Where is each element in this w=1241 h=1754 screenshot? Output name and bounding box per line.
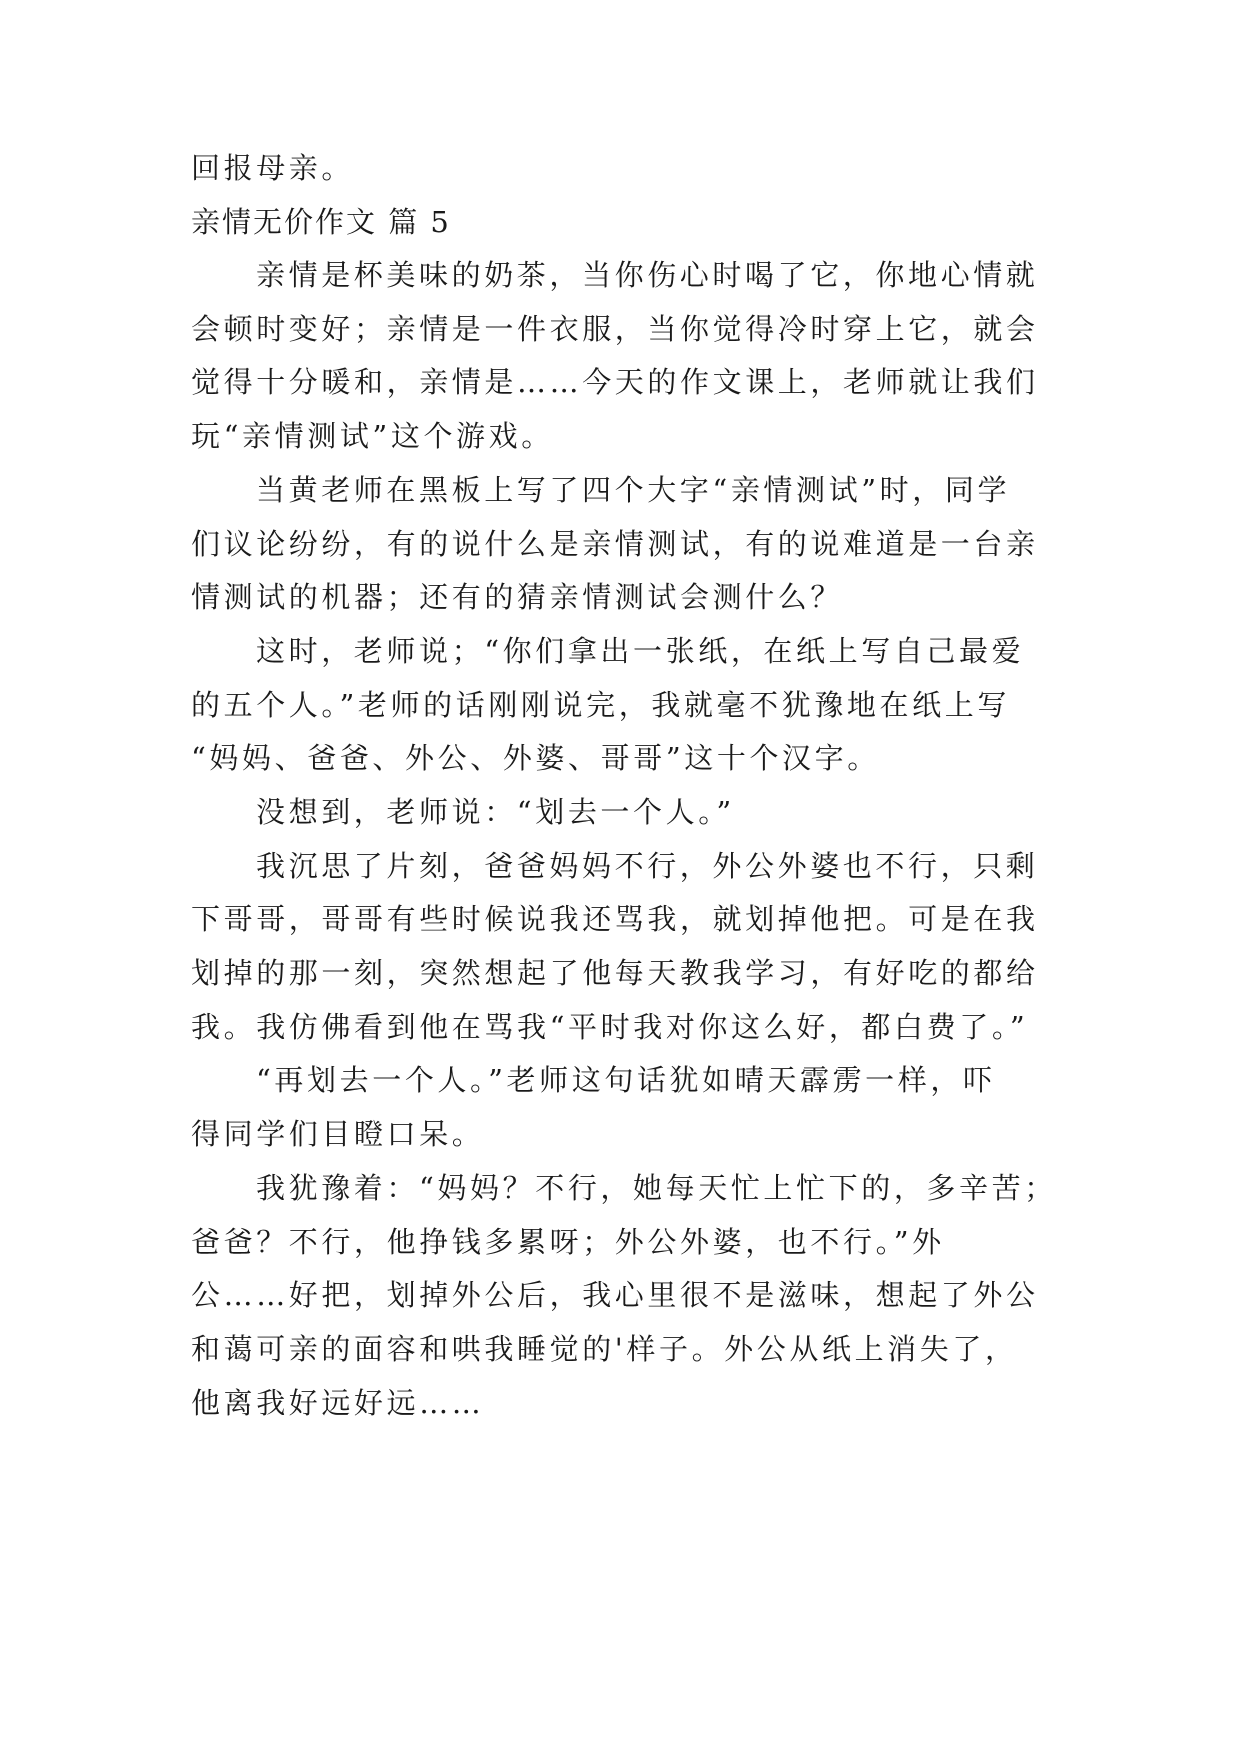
paragraph-line: 他离我好远好远…… [191, 1386, 485, 1420]
paragraph-line: 得同学们目瞪口呆。 [191, 1117, 485, 1151]
paragraph-line: 我。我仿佛看到他在骂我“平时我对你这么好，都白费了。” [191, 1010, 1029, 1044]
paragraph-line: 我犹豫着：“妈妈？不行，她每天忙上忙下的，多辛苦； [256, 1171, 1057, 1205]
paragraph-line: 玩“亲情测试”这个游戏。 [191, 419, 554, 453]
paragraph-line: 公……好把，划掉外公后，我心里很不是滋味，想起了外公 [191, 1278, 1039, 1312]
paragraph-line: 我沉思了片刻，爸爸妈妈不行，外公外婆也不行，只剩 [256, 849, 1039, 883]
paragraph-line: 亲情是杯美味的奶茶，当你伤心时喝了它，你地心情就 [256, 258, 1039, 292]
paragraph-line: 和蔼可亲的面容和哄我睡觉的'样子。外公从纸上消失了， [191, 1332, 1018, 1366]
paragraph-line: 觉得十分暖和，亲情是……今天的作文课上，老师就让我们 [191, 365, 1039, 399]
paragraph-line: 会顿时变好；亲情是一件衣服，当你觉得冷时穿上它，就会 [191, 312, 1039, 346]
text-line: 回报母亲。 [191, 151, 355, 185]
paragraph-line: 下哥哥，哥哥有些时候说我还骂我，就划掉他把。可是在我 [191, 902, 1039, 936]
paragraph-line: 当黄老师在黑板上写了四个大字“亲情测试”时，同学 [256, 473, 1011, 507]
section-title: 亲情无价作文 篇 5 [191, 205, 451, 239]
paragraph-line: “妈妈、爸爸、外公、外婆、哥哥”这十个汉字。 [191, 741, 880, 775]
paragraph-line: 们议论纷纷，有的说什么是亲情测试，有的说难道是一台亲 [191, 527, 1039, 561]
paragraph-line: 没想到，老师说：“划去一个人。” [256, 795, 735, 829]
paragraph-line: 划掉的那一刻，突然想起了他每天教我学习，有好吃的都给 [191, 956, 1039, 990]
paragraph-line: 的五个人。”老师的话刚刚说完，我就毫不犹豫地在纸上写 [191, 688, 1010, 722]
paragraph-line: 情测试的机器；还有的猜亲情测试会测什么？ [191, 580, 844, 614]
paragraph-line: 爸爸？不行，他挣钱多累呀；外公外婆，也不行。”外 [191, 1225, 945, 1259]
paragraph-line: 这时，老师说；“你们拿出一张纸，在纸上写自己最爱 [256, 634, 1025, 668]
paragraph-line: “再划去一个人。”老师这句话犹如晴天霹雳一样，吓 [256, 1063, 996, 1097]
